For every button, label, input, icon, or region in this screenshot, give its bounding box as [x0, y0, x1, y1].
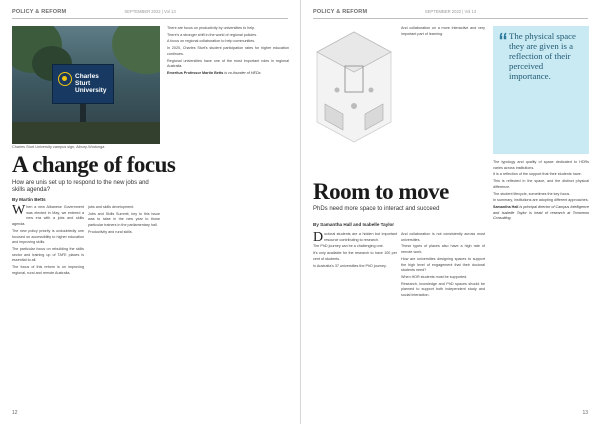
paragraph: In 2020, Charles Sturt's student participation rates for higher education continues. — [167, 46, 289, 56]
author-bio-text: is co-founder of HEDx. — [224, 70, 262, 75]
paragraph: There's a stronger shift in the world of regional policies. — [167, 32, 258, 37]
issue-meta: SEPTEMBER 2022 | Vol 13 — [424, 9, 477, 14]
paragraph: Research, knowledge and PhD spaces should be planned to support both independent study and social interaction. — [401, 281, 485, 298]
person-head — [335, 88, 340, 93]
ground — [12, 122, 160, 144]
byline: By Martin Betts — [12, 197, 46, 202]
standfirst: How are unis set up to respond to the new jobs and skills agenda? — [12, 180, 149, 193]
paragraph: This is reflected in the space, and the distinct physical difference. — [493, 179, 589, 189]
section-label: POLICY & REFORM — [313, 9, 368, 15]
university-sign-text: Charles Sturt University — [75, 73, 107, 94]
pull-quote-text: The physical space they are given is a reflection of their perceived importance. — [509, 31, 576, 81]
article-column-3 — [167, 26, 289, 406]
paragraph: It is a reflection of the support that their students have. — [493, 172, 582, 177]
paragraph: Doctoral students are a hidden but important resource contributing to research. — [313, 232, 397, 245]
paragraph: The student lifecycle, sometimes the key focus. — [493, 191, 571, 196]
paragraph: When a new Albanese Government was elected in May, we entered a new era with a jobs and skills agenda. — [12, 205, 84, 227]
paragraph: And collaboration is not consistently across most universities. — [401, 232, 485, 242]
paragraph: And collaboration on a more interactive and very important part of learning. — [401, 26, 485, 36]
article-column-1 — [12, 205, 84, 405]
paragraph: The typology and quality of space dedicated to HDRs varies across institutions. — [493, 160, 589, 170]
article-column-2 — [88, 205, 160, 405]
paragraph: Regional universities have one of the most important roles in regional Australia. — [167, 58, 289, 69]
article-headline: A change of focus — [12, 152, 176, 177]
paragraph: The new policy priority is undoubtedly one focused on accessibility to higher education and improving skills. — [12, 228, 84, 245]
tree-foliage — [112, 26, 160, 74]
drop-cap: W — [12, 205, 26, 218]
paragraph: Jobs and Skills Summit, key to this issue was to raise in the new year to those particular trainers in the parliamentary hall. — [88, 211, 160, 228]
author-bio — [493, 205, 589, 222]
drop-cap: D — [313, 232, 324, 245]
article-column-2 — [401, 232, 485, 407]
paragraph: There are focus on productivity by universities to help. — [167, 26, 256, 30]
campus-sign-photo — [12, 26, 160, 144]
paragraph: The particular focus on rebuilding the skills sector and training up of TAFE places is essential to all. — [12, 246, 84, 263]
photo-caption: Charles Sturt University campus sign, Albury-Wodonga — [12, 145, 105, 149]
page-number: 12 — [12, 410, 18, 416]
paragraph: The PhD journey can be a challenging one. — [313, 244, 384, 249]
isometric-room-illustration — [313, 26, 395, 176]
header-rule — [12, 18, 288, 19]
author-bio-name: Samantha Hall — [493, 204, 519, 209]
right-page — [300, 0, 600, 424]
byline: By Samantha Hall and Isabelle Taylor — [313, 222, 395, 227]
paragraph: In summary, institutions are adopting different approaches. — [493, 198, 589, 203]
page-number: 13 — [582, 410, 588, 416]
article-headline: Room to move — [313, 179, 449, 204]
paragraph: jobs and skills development. — [88, 205, 135, 209]
paragraph: The focus of this reform is on improving regional, rural and remote Australia. — [12, 265, 84, 275]
page-header — [12, 9, 288, 21]
paragraph: These types of places also have a high rate of remote work. — [401, 244, 485, 255]
author-bio-name: Emeritus Professor Martin Betts — [167, 70, 224, 75]
issue-meta: SEPTEMBER 2022 | Vol 13 — [124, 9, 176, 14]
author-bio-text: is principal director of Campus Intelligence and Isabelle Taylor is head of research at Tomorrow Consulting. — [493, 204, 589, 221]
quote-mark-icon — [499, 32, 507, 40]
pull-quote — [493, 26, 589, 154]
paragraph: It's only available for the research to have 100 per cent of students. — [313, 251, 397, 261]
section-label: POLICY & REFORM — [12, 9, 67, 15]
person-head — [369, 88, 374, 93]
article-column-3 — [493, 160, 589, 408]
paragraph: In Australia's 37 universities the PhD journey. — [313, 263, 387, 268]
article-column-1 — [313, 232, 397, 407]
sign-post — [80, 104, 86, 122]
standfirst: PhDs need more space to interact and succeed — [313, 206, 440, 212]
paragraph: Productivity and rural skills. — [88, 229, 133, 234]
header-rule — [313, 18, 588, 19]
person-head — [351, 103, 357, 109]
page-header — [313, 9, 588, 21]
paragraph: A focus on regional collaboration to help communities. — [167, 39, 256, 44]
paragraph: How are universities designing spaces to support the high level of engagement that their doctoral students need? — [401, 256, 485, 273]
author-bio — [167, 71, 289, 77]
university-logo-icon — [58, 72, 72, 86]
paragraph: When HDR students must be supported. — [401, 274, 468, 279]
intro-column — [401, 26, 485, 176]
